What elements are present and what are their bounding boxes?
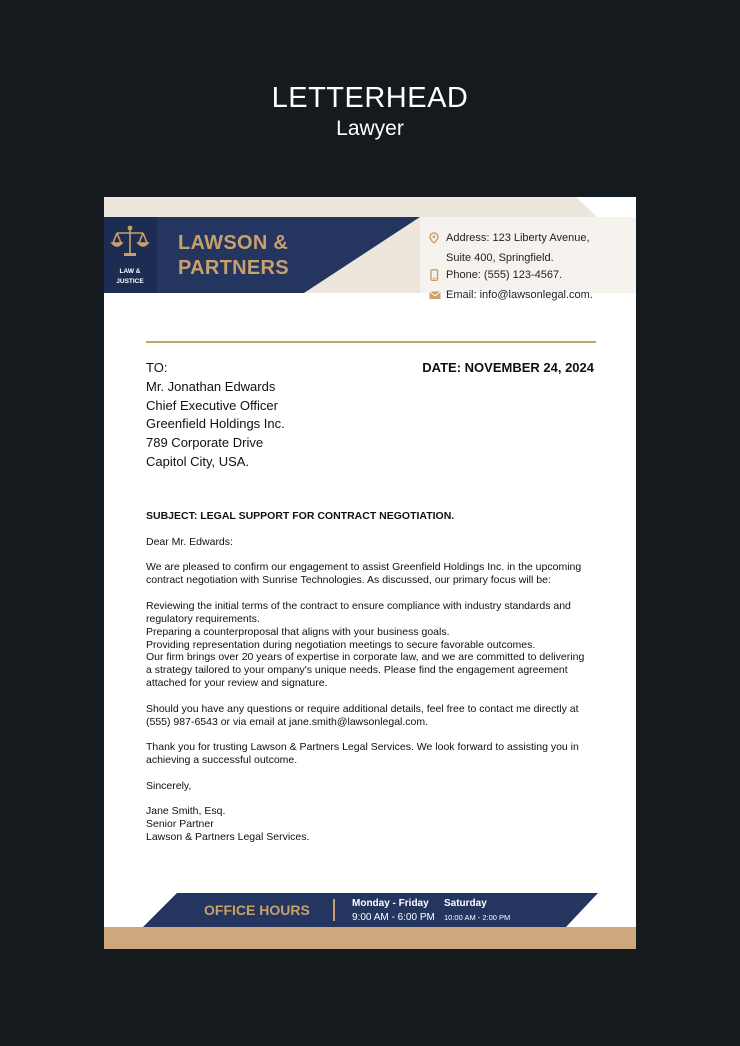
recipient-block: [146, 359, 285, 472]
page-title: LETTERHEAD: [271, 82, 469, 114]
address-line2: Suite 400, Springfield.: [446, 252, 554, 264]
signature-title: Senior Partner: [146, 817, 214, 830]
page-heading: [0, 80, 740, 142]
gold-divider: [146, 341, 596, 343]
address-line1: Address: 123 Liberty Avenue,: [446, 232, 590, 244]
thanks-line-1: Thank you for trusting Lawson & Partners Legal Services. We look forward to assisting you in: [146, 741, 579, 754]
location-pin-icon: [429, 230, 446, 250]
contact-line-2: (555) 987-6543 or via email at jane.smith@lawsonlegal.com.: [146, 715, 429, 728]
saturday-label: Saturday: [444, 898, 487, 909]
phone-text: Phone: (555) 123-4567.: [446, 269, 563, 281]
focus-line-7: attached for your review and signature.: [146, 677, 328, 690]
focus-line-6: a strategy tailored to your ompany's unique needs. Please find the engagement agreement: [146, 664, 568, 677]
intro-line-2: contract negotiation with Sunrise Technologies. As discussed, our primary focus will be:: [146, 574, 551, 587]
weekday-hours: [352, 898, 435, 923]
letterhead-sheet: [104, 197, 636, 949]
brand-name: [178, 231, 289, 281]
to-label: TO:: [146, 360, 168, 375]
signature-firm: Lawson & Partners Legal Services.: [146, 830, 310, 843]
focus-line-5: Our firm brings over 20 years of expertise in corporate law, and we are committed to delivering: [146, 651, 585, 664]
recipient-street: 789 Corporate Drive: [146, 435, 264, 451]
focus-line-4: Providing representation during negotiation meetings to secure favorable outcomes.: [146, 638, 536, 651]
recipient-company: Greenfield Holdings Inc.: [146, 416, 285, 432]
contact-line-1: Should you have any questions or require additional details, feel free to contact me directly at: [146, 702, 579, 715]
logo-caption-line2: JUSTICE: [116, 278, 144, 285]
weekday-label: Monday - Friday: [352, 898, 429, 909]
logo-caption-line1: LAW &: [119, 268, 141, 275]
footer-gold-band: [104, 927, 636, 949]
letter-subject: SUBJECT: LEGAL SUPPORT FOR CONTRACT NEGOTIATION.: [146, 510, 455, 522]
letter-closing: Sincerely,: [146, 779, 192, 792]
saturday-hours: [444, 898, 510, 922]
thanks-line-2: achieving a successful outcome.: [146, 754, 298, 767]
recipient-title: Chief Executive Officer: [146, 397, 278, 413]
envelope-icon: [429, 287, 446, 306]
recipient-name: Mr. Jonathan Edwards: [146, 378, 276, 394]
recipient-city: Capitol City, USA.: [146, 453, 250, 469]
brand-line2: PARTNERS: [178, 257, 289, 279]
address-row: [429, 230, 593, 250]
page-subtitle: Lawyer: [336, 117, 404, 140]
letter-greeting: Dear Mr. Edwards:: [146, 535, 233, 548]
letter-body: [146, 510, 606, 844]
email-row: [429, 287, 593, 306]
phone-icon: [429, 267, 446, 287]
letter-date: DATE: NOVEMBER 24, 2024: [422, 360, 594, 375]
phone-row: [429, 267, 593, 287]
signature-name: Jane Smith, Esq.: [146, 805, 226, 818]
contact-info: [429, 230, 593, 306]
brand-line1: LAWSON &: [178, 232, 289, 254]
logo-caption: [110, 267, 150, 287]
email-text: Email: info@lawsonlegal.com.: [446, 289, 593, 301]
weekday-time: 9:00 AM - 6:00 PM: [352, 912, 435, 923]
focus-line-3: Preparing a counterproposal that aligns with your business goals.: [146, 625, 450, 638]
office-hours-label: OFFICE HOURS: [204, 902, 310, 918]
focus-line-2: regulatory requirements.: [146, 612, 260, 625]
saturday-time: 10:00 AM - 2:00 PM: [444, 913, 511, 922]
intro-line-1: We are pleased to confirm our engagement to assist Greenfield Holdings Inc. in the upcoming: [146, 561, 582, 574]
focus-line-1: Reviewing the initial terms of the contract to ensure compliance with industry standards and: [146, 599, 571, 612]
